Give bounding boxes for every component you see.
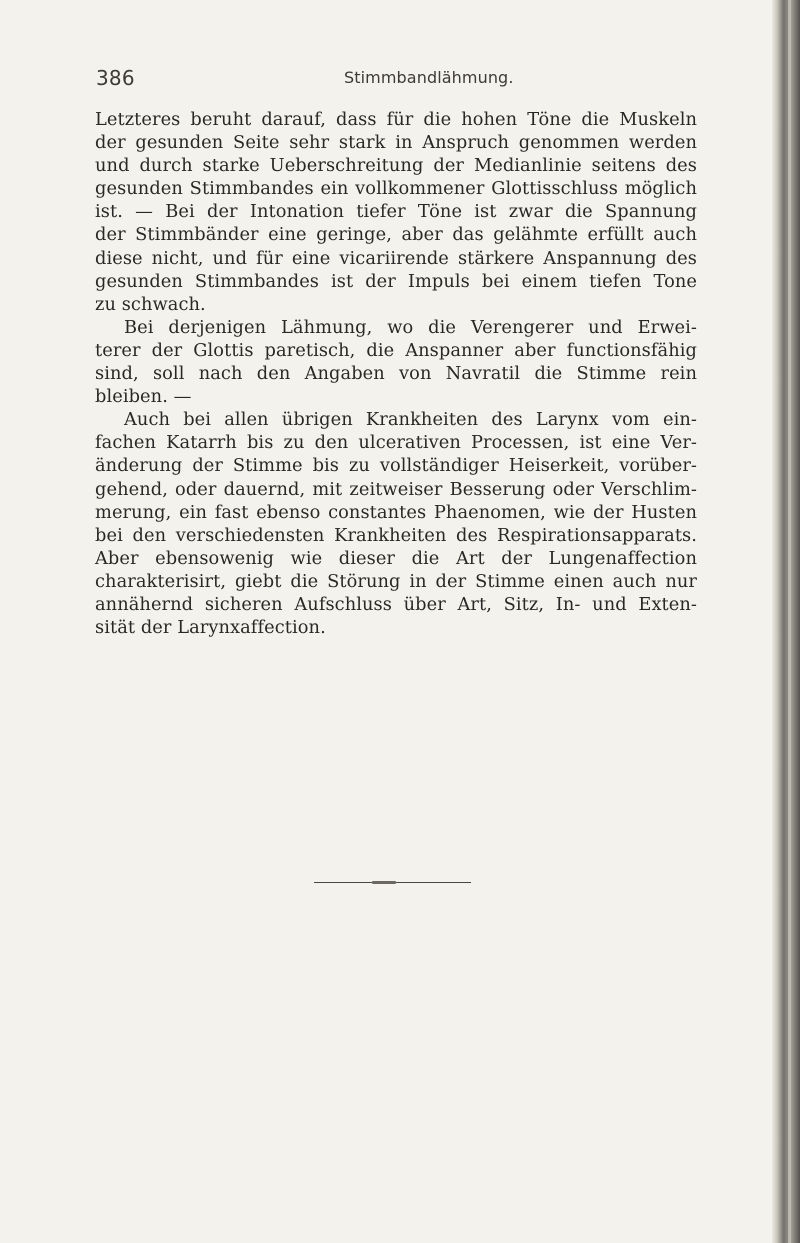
text-line: diese nicht, und für eine vicariirende stärkere Anspannung des bbox=[95, 247, 697, 269]
text-line: charakterisirt, giebt die Störung in der Stimme einen auch nur bbox=[95, 570, 697, 592]
text-line: änderung der Stimme bis zu vollständiger Heiserkeit, vorüber- bbox=[95, 455, 697, 477]
section-divider bbox=[314, 882, 471, 883]
text-line: Aber ebensowenig wie dieser die Art der Lungenaffection bbox=[95, 547, 697, 569]
running-title: Stimmbandlähmung. bbox=[344, 68, 514, 87]
text-line: gesunden Stimmbandes ist der Impuls bei einem tiefen Tone bbox=[95, 270, 697, 292]
text-line: gesunden Stimmbandes ein vollkommener Glottisschluss möglich bbox=[95, 178, 697, 200]
page-edge-shadow bbox=[772, 0, 800, 1243]
text-line: annähernd sicheren Aufschluss über Art, Sitz, In- und Exten- bbox=[95, 593, 697, 615]
body-text bbox=[95, 108, 697, 639]
text-line: der Stimmbänder eine geringe, aber das gelähmte erfüllt auch bbox=[95, 224, 697, 246]
text-line: und durch starke Ueberschreitung der Medianlinie seitens des bbox=[95, 155, 697, 177]
text-line: sind, soll nach den Angaben von Navratil die Stimme rein bbox=[95, 363, 697, 385]
text-line: zu schwach. bbox=[95, 293, 206, 315]
text-line: bei den verschiedensten Krankheiten des Respirationsapparats. bbox=[95, 524, 697, 546]
page-number: 386 bbox=[96, 66, 135, 90]
text-line: gehend, oder dauernd, mit zeitweiser Besserung oder Verschlim- bbox=[95, 478, 697, 500]
text-line: der gesunden Seite sehr stark in Anspruch genommen werden bbox=[95, 132, 697, 154]
text-line: fachen Katarrh bis zu den ulcerativen Processen, ist eine Ver- bbox=[95, 432, 697, 454]
text-line: sität der Larynxaffection. bbox=[95, 617, 326, 639]
text-line: bleiben. — bbox=[95, 386, 192, 408]
text-line: ist. — Bei der Intonation tiefer Töne ist zwar die Spannung bbox=[95, 201, 697, 223]
text-line: Bei derjenigen Lähmung, wo die Verengerer und Erwei- bbox=[124, 316, 697, 338]
text-line: Auch bei allen übrigen Krankheiten des Larynx vom ein- bbox=[124, 409, 697, 431]
page-edge-highlight bbox=[788, 0, 791, 1243]
text-line: merung, ein fast ebenso constantes Phaenomen, wie der Husten bbox=[95, 501, 697, 523]
text-line: terer der Glottis paretisch, die Anspanner aber functionsfähig bbox=[95, 339, 697, 361]
text-line: Letzteres beruht darauf, dass für die hohen Töne die Muskeln bbox=[95, 109, 697, 130]
running-head bbox=[96, 66, 716, 92]
